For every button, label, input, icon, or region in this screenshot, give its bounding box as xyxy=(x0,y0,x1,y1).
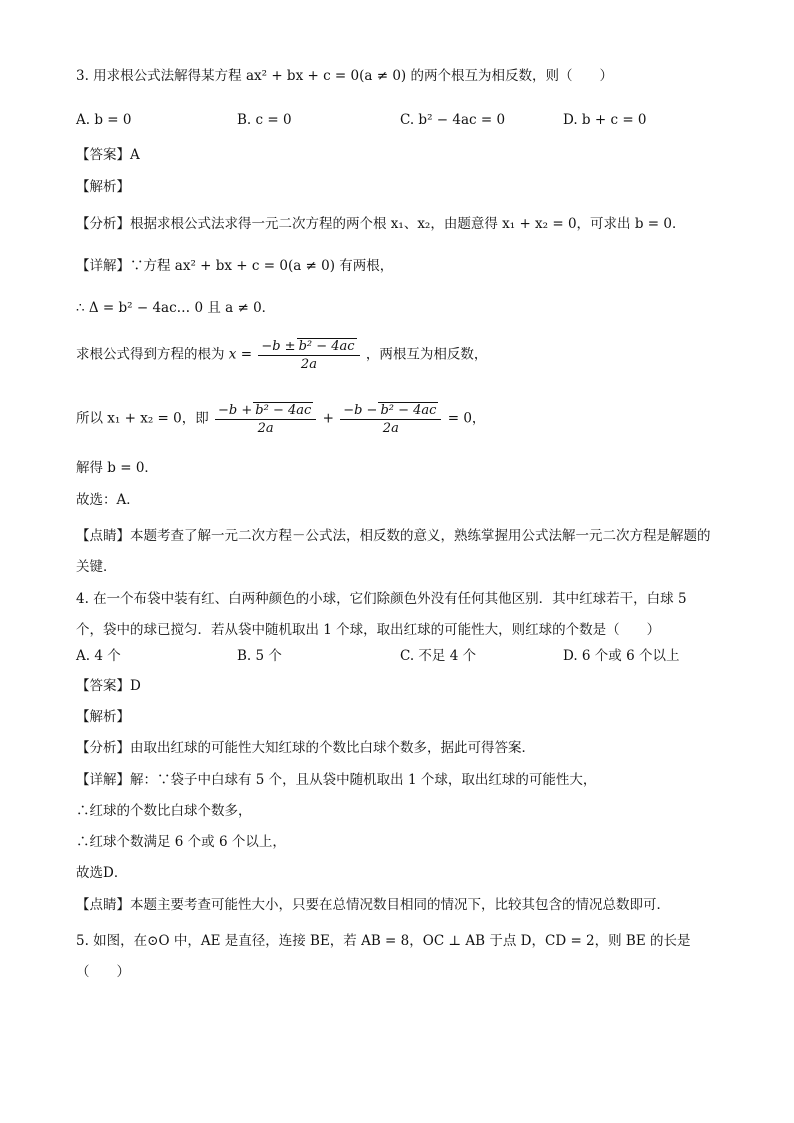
q3-root-fraction xyxy=(258,338,359,372)
q3-root-suffix: ，两根互为相反数， xyxy=(365,346,488,363)
sqrt-symbol xyxy=(378,402,438,418)
q4-xiangjie: 【详解】解：∵袋子中白球有 5 个，且从袋中随机取出 1 个球，取出红球的可能性大， xyxy=(76,772,597,788)
q4-analysis-heading: 【解析】 xyxy=(76,709,130,725)
q3-root-x: x = xyxy=(228,346,253,363)
q3-solve: 解得 b = 0． xyxy=(76,460,158,476)
q4-option-c: C. 不足 4 个 xyxy=(400,648,477,664)
q3-analysis-heading: 【解析】 xyxy=(76,179,130,195)
q3-sum-num2-a: −b − xyxy=(343,403,378,418)
q3-choose: 故选：A． xyxy=(76,492,140,508)
q3-sum-fraction-1 xyxy=(215,402,316,436)
q3-fenxi: 【分析】根据求根公式法求得一元二次方程的两个根 x₁、x₂，由题意得 x₁ + x₂ = 0，可求出 b = 0． xyxy=(76,216,686,232)
q3-root-denominator: 2a xyxy=(300,357,317,372)
q3-sum-denominator-1: 2a xyxy=(257,421,274,436)
q3-sum-numerator-1 xyxy=(215,402,316,420)
q4-fenxi: 【分析】由取出红球的可能性大知红球的个数比白球个数多，据此可得答案． xyxy=(76,740,535,756)
q4-step-1: ∴红球的个数比白球个数多， xyxy=(76,803,252,819)
q4-step-2: ∴红球个数满足 6 个或 6 个以上， xyxy=(76,834,286,850)
q3-sum-numerator-2 xyxy=(340,402,441,420)
q3-sum-num1-b: b² − 4ac xyxy=(255,403,312,418)
q3-sum-fraction-2 xyxy=(340,402,441,436)
q3-root-numerator xyxy=(258,338,359,356)
sqrt-symbol xyxy=(253,402,313,418)
q5-stem: 5. 如图，在⊙O 中，AE 是直径，连接 BE，若 AB = 8，OC ⊥ AB 于点 D，CD = 2，则 BE 的长是（ ） xyxy=(76,933,691,980)
q4-answer: 【答案】D xyxy=(76,678,141,694)
q4-option-b: B. 5 个 xyxy=(237,648,282,664)
sqrt-symbol xyxy=(297,338,357,354)
q3-xiangjie: 【详解】∵方程 ax² + bx + c = 0(a ≠ 0) 有两根， xyxy=(76,258,394,274)
q3-answer: 【答案】A xyxy=(76,147,140,163)
q3-sum-prefix: 所以 x₁ + x₂ = 0，即 xyxy=(76,410,209,427)
q3-stem: 3. 用求根公式法解得某方程 ax² + bx + c = 0(a ≠ 0) 的两个根互为相反数，则（ ） xyxy=(76,68,613,84)
q3-root-formula-line xyxy=(76,338,487,372)
q3-sum-num1-a: −b + xyxy=(218,403,253,418)
q3-root-prefix: 求根公式得到方程的根为 xyxy=(76,346,225,363)
q3-root-num-a: −b ± xyxy=(261,339,296,354)
q4-choose: 故选D． xyxy=(76,865,128,881)
q3-sum-line xyxy=(76,402,485,436)
q3-delta: ∴ Δ = b² − 4ac… 0 且 a ≠ 0． xyxy=(76,300,276,316)
q4-stem: 4. 在一个布袋中装有红、白两种颜色的小球，它们除颜色外没有任何其他区别．其中红球若干，白球 5 个，袋中的球已搅匀．若从袋中随机取出 1 个球，取出红球的可能性大，则红球的个数是（ ） xyxy=(76,591,687,638)
q3-option-c: C. b² − 4ac = 0 xyxy=(400,112,506,128)
q3-root-num-b: b² − 4ac xyxy=(298,339,355,354)
q3-sum-denominator-2: 2a xyxy=(382,421,399,436)
q3-option-b: B. c = 0 xyxy=(237,112,292,128)
q4-dianjing: 【点睛】本题主要考查可能性大小，只要在总情况数目相同的情况下，比较其包含的情况总数即可． xyxy=(76,897,670,913)
q3-sum-suffix: = 0， xyxy=(447,410,486,427)
q3-plus: + xyxy=(322,410,334,427)
q3-sum-num2-b: b² − 4ac xyxy=(380,403,437,418)
q3-dianjing: 【点睛】本题考查了解一元二次方程－公式法，相反数的意义，熟练掌握用公式法解一元二次方程是解题的关键． xyxy=(76,528,711,575)
q4-option-a: A. 4 个 xyxy=(76,648,121,664)
q4-option-d: D. 6 个或 6 个以上 xyxy=(563,648,680,664)
q3-option-d: D. b + c = 0 xyxy=(563,112,647,128)
q3-option-a: A. b = 0 xyxy=(76,112,132,128)
